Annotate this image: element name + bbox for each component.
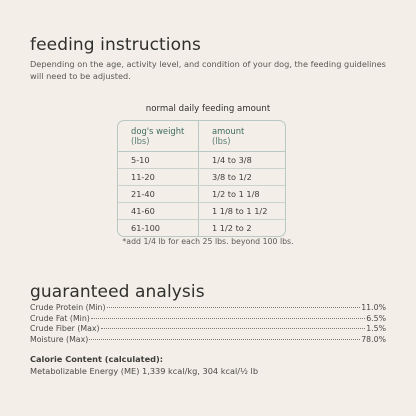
header-amount-label: amount <box>212 126 245 136</box>
amount-cell: 1 1/8 to 1 1/2 <box>212 206 268 216</box>
feeding-table-caption: normal daily feeding amount <box>145 104 271 114</box>
analysis-item-value: 6.5% <box>366 313 386 323</box>
weight-cell: 21-40 <box>118 186 199 202</box>
table-row <box>118 202 285 219</box>
header-weight-label: dog's weight <box>131 126 185 136</box>
analysis-item-value: 78.0% <box>361 334 386 344</box>
table-row <box>118 219 285 236</box>
feeding-table-header <box>118 121 285 152</box>
analysis-item-name: Moisture (Max) <box>30 334 89 344</box>
list-item <box>30 335 386 346</box>
analysis-item-name: Crude Fiber (Max) <box>30 324 100 333</box>
table-row <box>118 152 285 168</box>
weight-cell: 5-10 <box>118 152 199 168</box>
dot-leader <box>107 307 361 308</box>
list-item <box>30 314 386 325</box>
amount-cell: 3/8 to 1/2 <box>212 172 252 182</box>
amount-cell: 1 1/2 to 2 <box>212 223 252 233</box>
header-amount-unit: (lbs) <box>212 136 231 146</box>
table-row <box>118 185 285 202</box>
dot-leader <box>101 328 366 329</box>
amount-cell: 1/4 to 3/8 <box>212 155 252 165</box>
list-item <box>30 324 386 335</box>
feeding-table <box>117 120 286 237</box>
header-dogs-weight <box>118 121 199 151</box>
analysis-item-value: 1.5% <box>366 324 386 333</box>
header-amount <box>199 121 285 151</box>
feeding-footnote: *add 1/4 lb for each 25 lbs. beyond 100 lbs. <box>122 237 294 246</box>
calorie-content-title: Calorie Content (calculated): <box>30 354 164 364</box>
amount-cell: 1/2 to 1 1/8 <box>212 189 260 199</box>
feeding-intro-text: Depending on the age, activity level, and condition of your dog, the feeding guidelines will need to be adjusted. <box>30 59 386 81</box>
dot-leader <box>91 318 365 319</box>
calorie-content-text: Metabolizable Energy (ME) 1,339 kcal/kg, 304 kcal/½ lb <box>30 366 259 376</box>
weight-cell: 61-100 <box>118 220 199 236</box>
weight-cell: 41-60 <box>118 203 199 219</box>
guaranteed-analysis-title: guaranteed analysis <box>30 282 205 302</box>
list-item <box>30 303 386 314</box>
analysis-item-name: Crude Fat (Min) <box>30 313 90 323</box>
header-weight-unit: (lbs) <box>131 136 150 146</box>
analysis-item-value: 11.0% <box>361 303 386 312</box>
dot-leader <box>89 339 360 340</box>
analysis-item-name: Crude Protein (Min) <box>30 303 106 312</box>
feeding-instructions-title: feeding instructions <box>30 35 201 55</box>
analysis-list <box>30 303 386 345</box>
weight-cell: 11-20 <box>118 169 199 185</box>
table-row <box>118 168 285 185</box>
